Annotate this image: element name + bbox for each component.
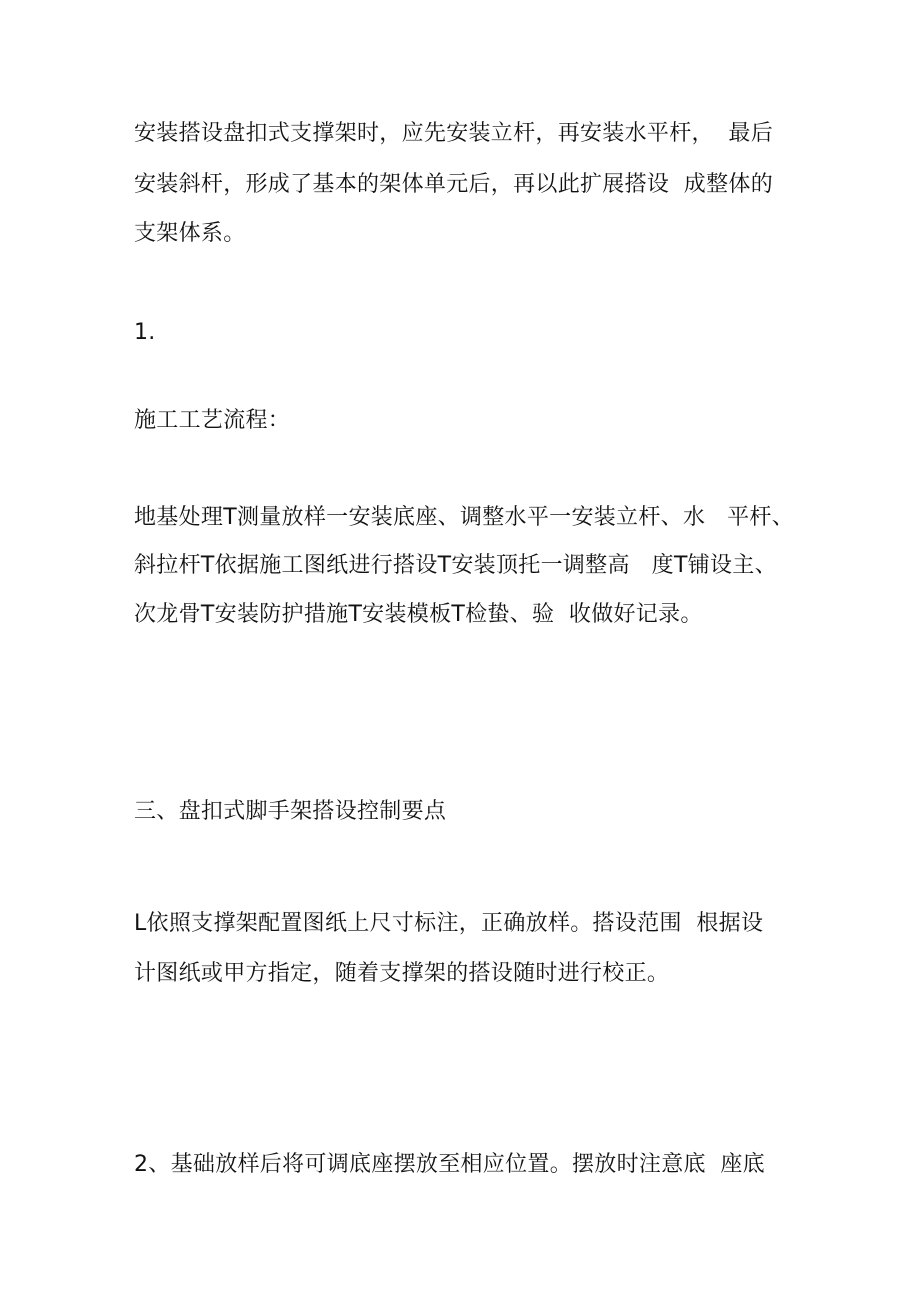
intro-line-3: 支架体系。 [134,221,246,246]
item-number: 1. [134,320,156,345]
point2-line-1: 2、基础放样后将可调底座摆放至相应位置。摆放时注意底 座底 [134,1152,765,1177]
process-flow-line-3: 次龙骨T安装防护措施T安装模板T检蛰、验 收做好记录。 [134,602,703,627]
process-flow-line-2: 斜拉杆T依据施工图纸进行搭设T安装顶托一调整高 度T铺设主、 [134,553,777,578]
point1-line-2: 计图纸或甲方指定，随着支撑架的搭设随时进行校正。 [134,961,670,986]
intro-line-1: 安装搭设盘扣式支撑架时，应先安装立杆，再安装水平杆， 最后 [134,121,773,146]
process-heading: 施工工艺流程： [134,408,291,433]
section-heading: 三、盘扣式脚手架搭设控制要点 [134,799,447,824]
process-flow-line-1: 地基处理T测量放样一安装底座、调整水平一安装立杆、水 平杆、 [134,505,795,530]
intro-line-2: 安装斜杆，形成了基本的架体单元后，再以此扩展搭设 成整体的 [134,172,773,197]
point1-line-1: L依照支撑架配置图纸上尺寸标注，正确放样。搭设范围 根据设 [134,911,764,936]
